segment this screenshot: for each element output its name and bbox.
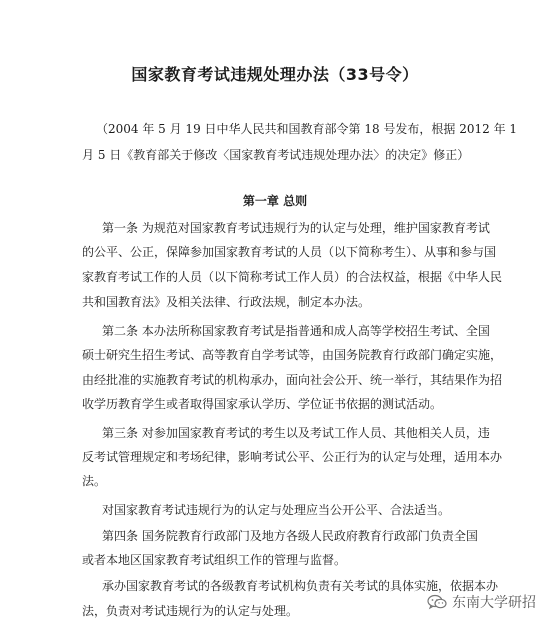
article-line: 第二条 本办法所称国家教育考试是指普通和成人高等学校招生考试、全国 <box>102 324 490 338</box>
article-line: 由经批准的实施教育考试的机构承办，面向社会公开、统一举行，其结果作为招 <box>82 373 503 387</box>
article-line: 对国家教育考试违规行为的认定与处理应当公开公平、合法适当。 <box>102 503 451 517</box>
article-line: 法，负责对考试违规行为的认定与处理。 <box>82 604 299 618</box>
article-line: 第三条 对参加国家教育考试的考生以及考试工作人员、其他相关人员，违 <box>102 426 490 440</box>
account-watermark <box>427 592 536 612</box>
document-title: 国家教育考试违规处理办法（33号令） <box>131 65 419 84</box>
article-line: 法。 <box>82 474 107 488</box>
article-line: 共和国教育法》及相关法律、行政法规，制定本办法。 <box>82 295 371 309</box>
chapter-title: 第一章 总则 <box>242 194 308 208</box>
article-line: 承办国家教育考试的各级教育考试机构负责有关考试的具体实施，依据本办 <box>102 579 499 593</box>
preamble-line: （2004 年 5 月 19 日中华人民共和国教育部令第 18 号发布，根据 2012 年 1 <box>96 122 518 136</box>
preamble-line: 月 5 日《教育部关于修改〈国家教育考试违规处理办法〉的决定》修正） <box>82 148 470 162</box>
watermark-text: 东南大学研招 <box>452 595 536 611</box>
article-line: 第四条 国务院教育行政部门及地方各级人民政府教育行政部门负责全国 <box>102 529 478 543</box>
article-line: 反考试管理规定和考场纪律，影响考试公平、公正行为的认定与处理，适用本办 <box>82 450 503 464</box>
article-line: 硕士研究生招生考试、高等教育自学考试等，由国务院教育行政部门确定实施， <box>82 348 503 362</box>
article-line: 第一条 为规范对国家教育考试违规行为的认定与处理，维护国家教育考试 <box>102 221 490 235</box>
article-line: 或者本地区国家教育考试组织工作的管理与监督。 <box>82 553 347 567</box>
article-line: 家教育考试工作的人员（以下简称考试工作人员）的合法权益，根据《中华人民 <box>82 270 503 284</box>
article-line: 的公平、公正，保障参加国家教育考试的人员（以下简称考生）、从事和参与国 <box>82 245 497 259</box>
article-line: 收学历教育学生或者取得国家承认学历、学位证书依据的测试活动。 <box>82 397 443 411</box>
wechat-logo-icon <box>427 594 447 610</box>
